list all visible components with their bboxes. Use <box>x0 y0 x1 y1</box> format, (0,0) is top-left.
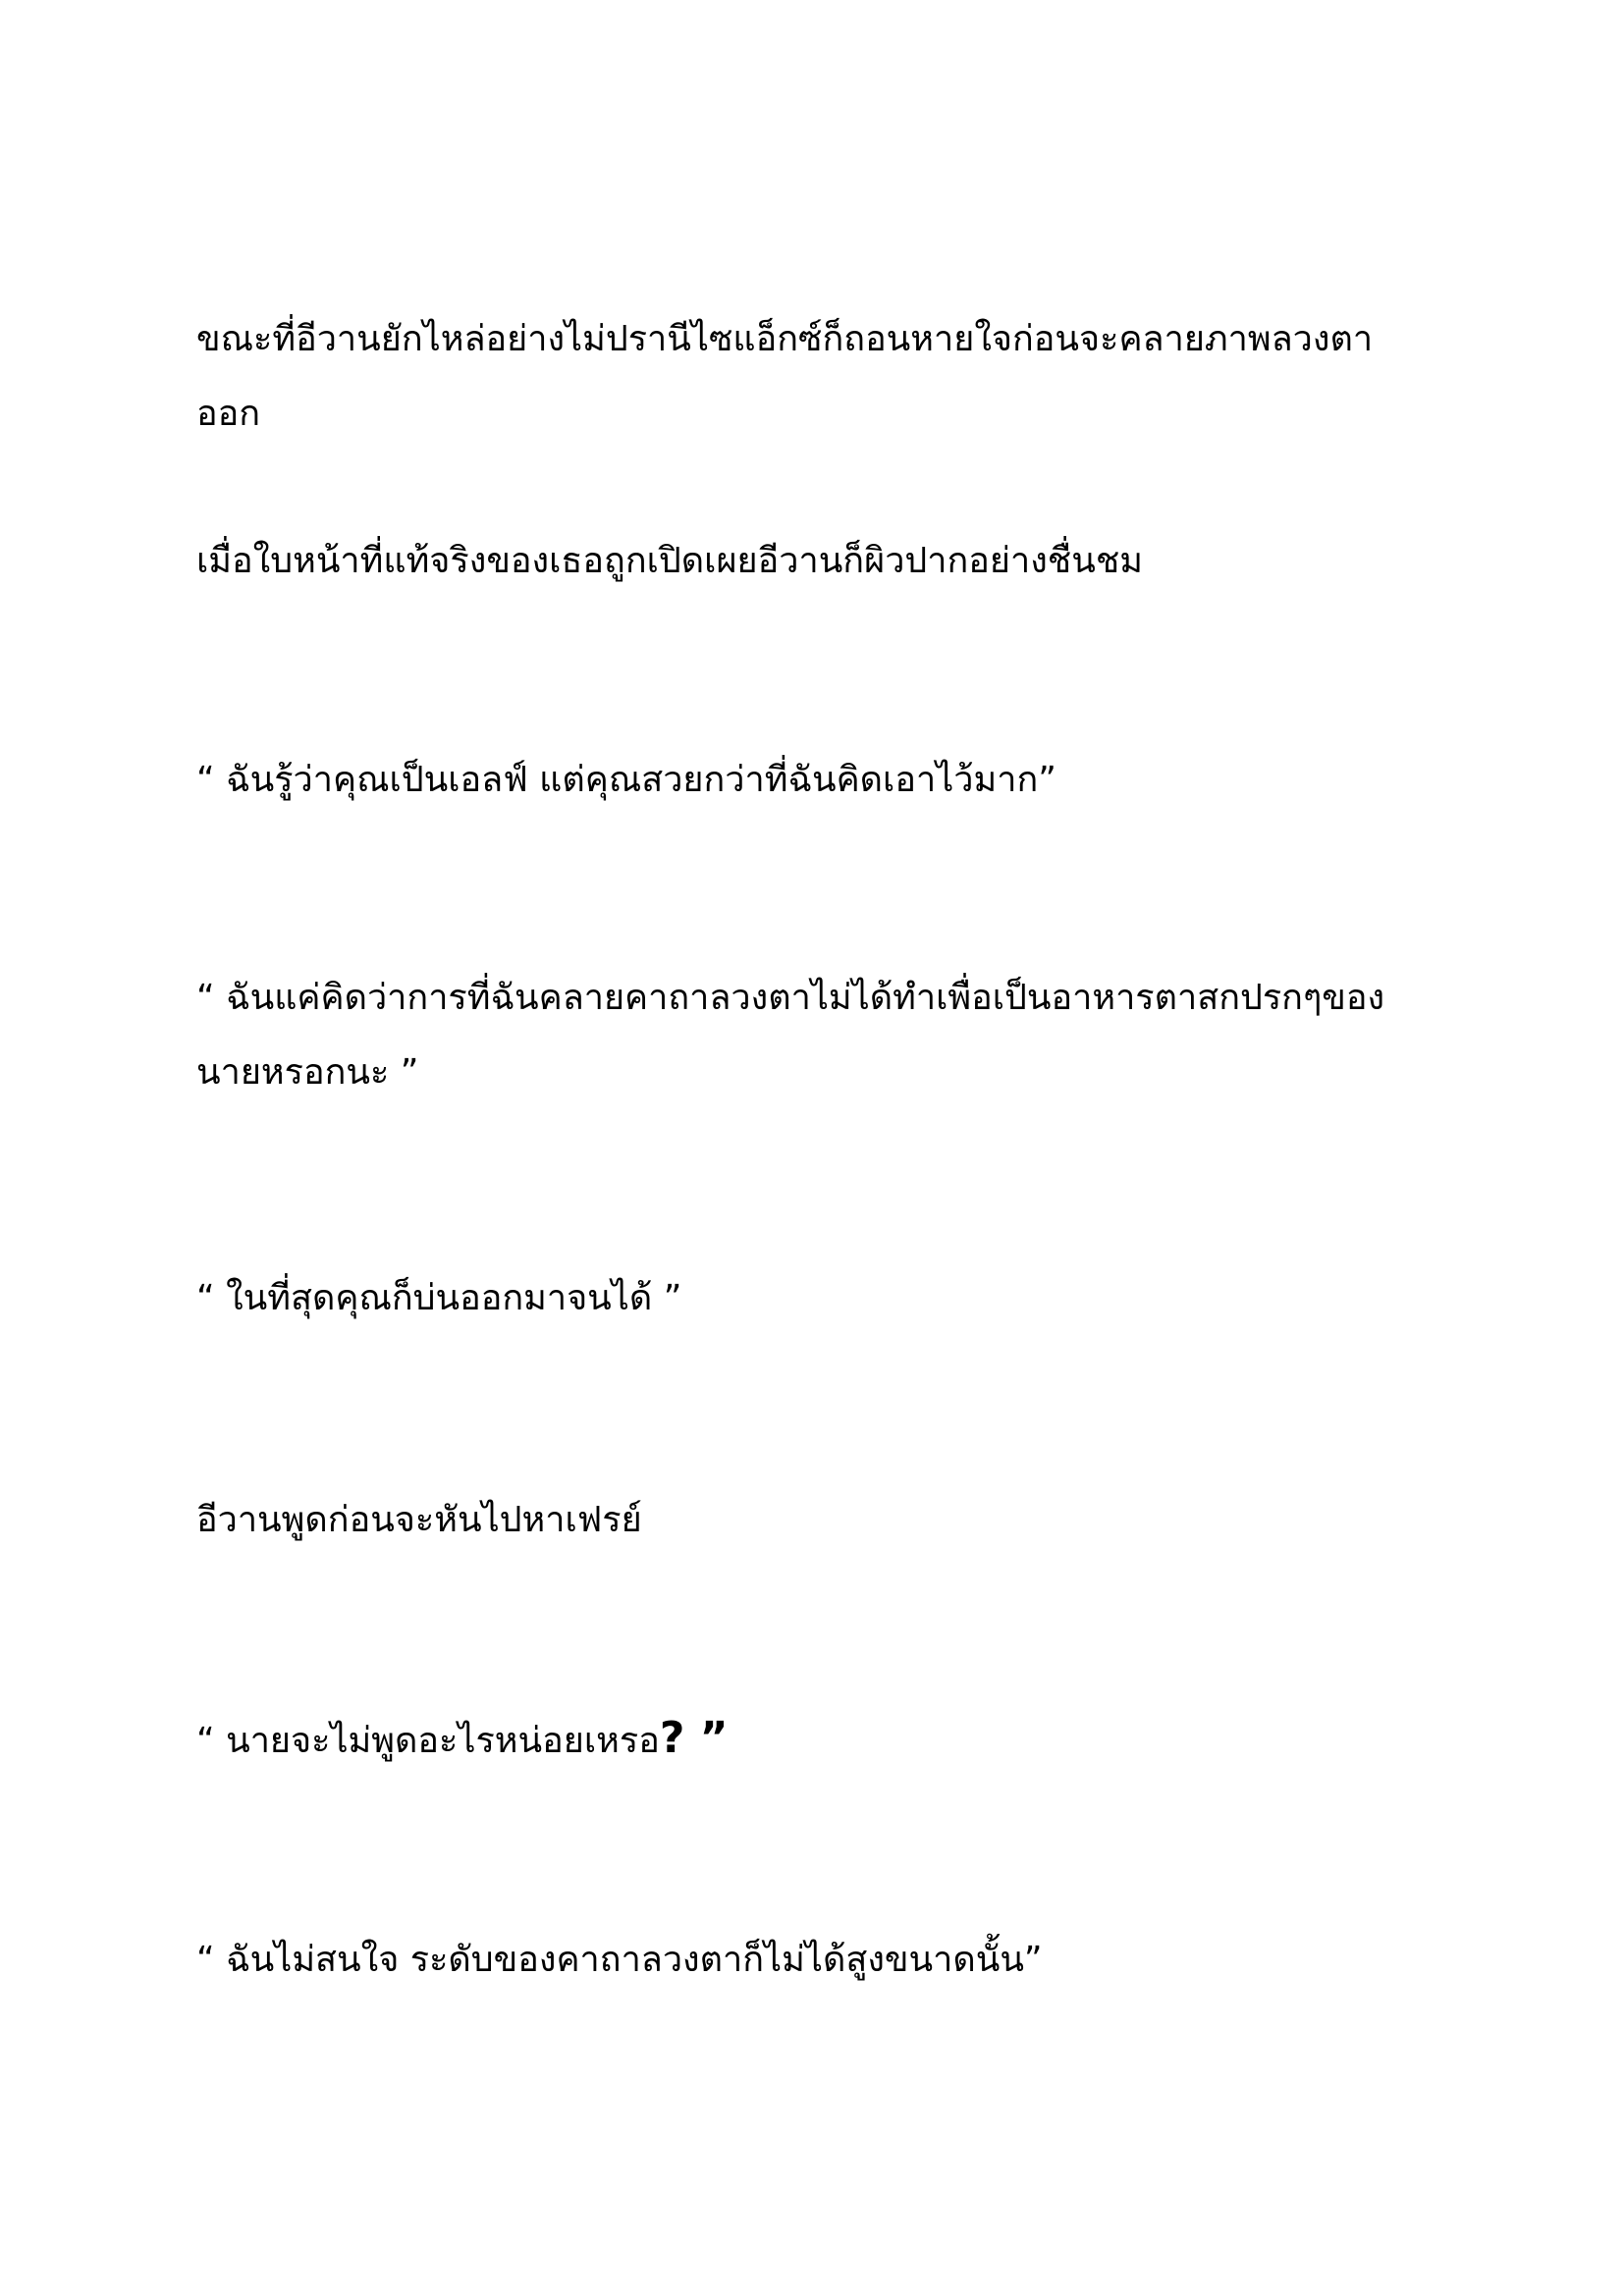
paragraph-3: “ ฉันรู้ว่าคุณเป็นเอลฟ์ แต่คุณสวยกว่าที่ฉันคิดเอาไว้มาก” <box>196 760 1056 800</box>
paragraph-7-question-mark: ? ” <box>659 1713 729 1763</box>
paragraph-7 <box>196 1701 1434 1779</box>
paragraph-2: เมื่อใบหน้าที่แท้จริงของเธอถูกเปิดเผยอีวานก็ผิวปากอย่างชื่นชม <box>196 541 1143 581</box>
paragraph-5: “ ในที่สุดคุณก็บ่นออกมาจนได้ ” <box>196 1278 682 1318</box>
paragraph-4: “ ฉันแค่คิดว่าการที่ฉันคลายคาถาลวงตาไม่ได้ทำเพื่อเป็นอาหารตาสกปรกๆของนายหรอกนะ ” <box>196 978 1385 1093</box>
paragraph-1: ขณะที่อีวานยักไหล่อย่างไม่ปรานีไซแอ็กซ์ก็ถอนหายใจก่อนจะคลายภาพลวงตาออก <box>196 319 1374 434</box>
paragraph-8: “ ฉันไม่สนใจ ระดับของคาถาลวงตาก็ไม่ได้สูงขนาดนั้น” <box>196 1940 1043 1980</box>
paragraph-7-text: “ นายจะไม่พูดอะไรหน่อยเหรอ <box>196 1721 660 1761</box>
paragraph-6: อีวานพูดก่อนจะหันไปหาเฟรย์ <box>196 1500 642 1540</box>
